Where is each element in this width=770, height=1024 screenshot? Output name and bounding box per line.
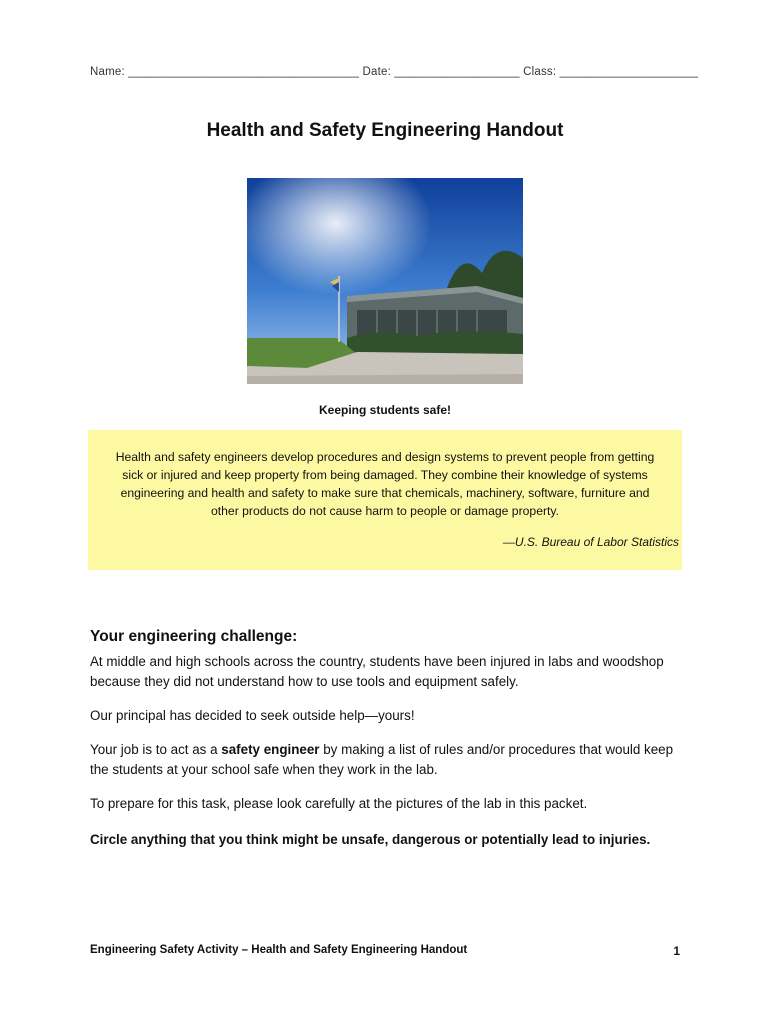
challenge-paragraph-4: To prepare for this task, please look carefully at the pictures of the lab in this packet. [90,796,588,811]
challenge-paragraph-3 [90,740,680,780]
challenge-heading: Your engineering challenge: [90,628,298,645]
challenge-paragraph-2: Our principal has decided to seek outside help—yours! [90,708,415,723]
page-title: Health and Safety Engineering Handout [206,120,564,141]
page-number: 1 [673,944,680,958]
photo-caption: Keeping students safe! [318,403,452,417]
quote-text: Health and safety engineers develop procedures and design systems to prevent people from getting sick or injured and keep property from being damaged. They combine their knowledge of systems engineering and health and safety to make sure that chemicals, machinery, software, furniture and other products do not cause harm to people or damage property. [115,450,655,518]
quote-source: —U.S. Bureau of Labor Statistics [502,535,679,549]
school-building-photo [247,178,523,384]
challenge-paragraph-1: At middle and high schools across the country, students have been injured in labs and woodshop because they did not understand how to use tools and equipment safely. [90,654,664,689]
school-building-illustration [247,178,523,384]
safety-engineer-term: safety engineer [221,742,320,757]
p3-after: by making a list of rules and/or procedures that would keep the students at your school safe when they work in the lab. [90,742,674,777]
p3-before: Your job is to act as a [90,742,222,757]
footer-title: Engineering Safety Activity – Health and Safety Engineering Handout [90,944,468,956]
challenge-instruction: Circle anything that you think might be unsafe, dangerous or potentially lead to injuries. [90,832,651,847]
name-date-class-line: Name: ___________________________________ Date: ___________________ Class: _____________________ [90,66,699,78]
quote-box [88,430,682,570]
